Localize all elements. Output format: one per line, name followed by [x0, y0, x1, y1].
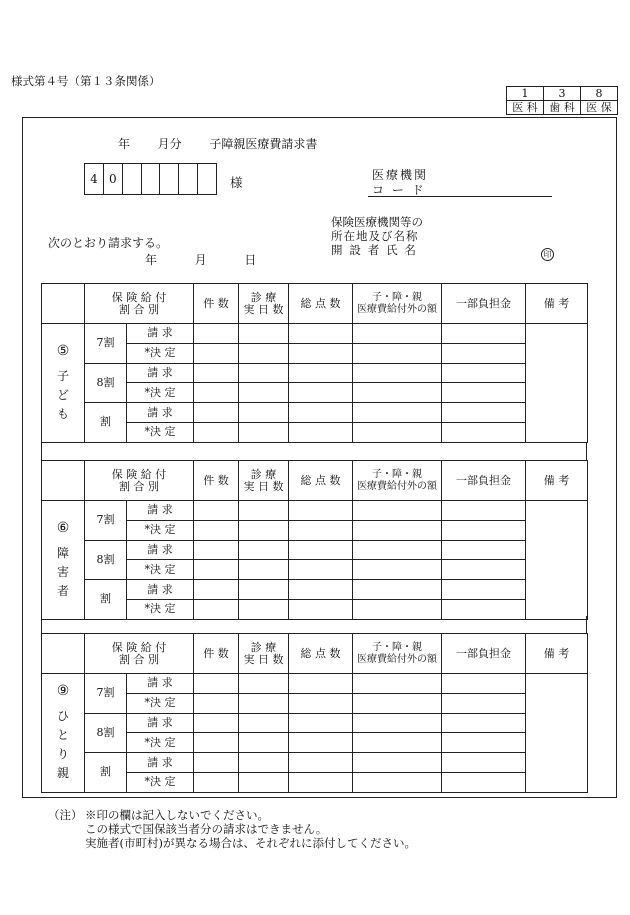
code-label-shika: 歯 科 — [544, 101, 581, 115]
date-day: 日 — [244, 253, 257, 267]
ichibu-cell[interactable] — [442, 501, 526, 521]
kosho-header — [353, 634, 442, 674]
kensu-cell[interactable] — [194, 520, 239, 540]
soten-cell[interactable] — [289, 501, 353, 521]
seikyu-label: 請 求 — [127, 324, 194, 344]
section-label — [42, 324, 85, 443]
kettei-label: *決 定 — [127, 422, 194, 442]
kensu-cell[interactable] — [194, 501, 239, 521]
shinryo-header — [239, 461, 289, 501]
shinryo-cell[interactable] — [239, 540, 289, 560]
soten-cell[interactable] — [289, 383, 353, 403]
soten-cell[interactable] — [289, 753, 353, 773]
soten-cell[interactable] — [289, 713, 353, 733]
section-number: ⑨ — [56, 683, 70, 700]
code-number-1: 1 — [507, 87, 544, 101]
ichibu-header: 一部負担金 — [442, 461, 526, 501]
seikyu-label: 請 求 — [127, 363, 194, 383]
notes-label: （注） — [48, 808, 83, 822]
shinryo-header — [239, 634, 289, 674]
rate-cell: 8割 — [85, 363, 127, 403]
soten-cell[interactable] — [289, 520, 353, 540]
kettei-label: *決 定 — [127, 520, 194, 540]
ichibu-cell[interactable] — [442, 324, 526, 344]
ichibu-cell[interactable] — [442, 383, 526, 403]
inst-digit-box[interactable] — [160, 164, 179, 195]
kensu-cell[interactable] — [194, 733, 239, 753]
soten-cell[interactable] — [289, 363, 353, 383]
ichibu-cell[interactable] — [442, 772, 526, 792]
kensu-cell[interactable] — [194, 383, 239, 403]
code-number-3: 8 — [581, 87, 618, 101]
ichibu-header: 一部負担金 — [442, 634, 526, 674]
ichibu-cell[interactable] — [442, 403, 526, 423]
section-corner-cell — [42, 634, 85, 674]
shinryo-cell[interactable] — [239, 674, 289, 694]
ichibu-cell[interactable] — [442, 520, 526, 540]
note-line: この様式で国保該当者分の請求はできません。 — [85, 822, 328, 836]
soten-header: 総 点 数 — [289, 461, 353, 501]
kosho-cell[interactable] — [353, 520, 442, 540]
section-corner-cell — [42, 284, 85, 324]
kyufu-header — [85, 461, 194, 501]
rate-cell: 7割 — [85, 324, 127, 364]
rate-cell: 7割 — [85, 501, 127, 541]
section-label-text: 子ども — [56, 368, 69, 421]
kensu-cell[interactable] — [194, 363, 239, 383]
shinryo-cell[interactable] — [239, 713, 289, 733]
kensu-cell[interactable] — [194, 560, 239, 580]
biko-header: 備 考 — [526, 461, 588, 501]
section-separator — [41, 443, 587, 460]
biko-cell[interactable] — [526, 501, 588, 620]
code-number-2: 3 — [544, 87, 581, 101]
inst-digit-box[interactable] — [198, 164, 217, 195]
section-label-text: ひとり親 — [56, 709, 69, 781]
soten-cell[interactable] — [289, 772, 353, 792]
shinryo-cell[interactable] — [239, 501, 289, 521]
kosho-cell[interactable] — [353, 383, 442, 403]
section-corner-cell — [42, 461, 85, 501]
shinryo-cell[interactable] — [239, 422, 289, 442]
biko-header: 備 考 — [526, 284, 588, 324]
kettei-label: *決 定 — [127, 560, 194, 580]
ichibu-cell[interactable] — [442, 560, 526, 580]
kyufu-header — [85, 634, 194, 674]
soten-header: 総 点 数 — [289, 284, 353, 324]
kosho-header-line1: 子・障・親 — [372, 291, 422, 303]
kosho-cell[interactable] — [353, 713, 442, 733]
ichibu-cell[interactable] — [442, 753, 526, 773]
inst-digit-box[interactable]: 0 — [103, 164, 122, 195]
kosho-cell[interactable] — [353, 363, 442, 383]
soten-cell[interactable] — [289, 403, 353, 423]
seikyu-label: 請 求 — [127, 580, 194, 600]
soten-cell[interactable] — [289, 693, 353, 713]
institution-info-line-2: 所在地及び名称 — [331, 229, 419, 243]
code-label-iho: 医 保 — [581, 101, 618, 115]
rate-cell: 7割 — [85, 674, 127, 714]
kensu-cell[interactable] — [194, 403, 239, 423]
seikyu-label: 請 求 — [127, 753, 194, 773]
kensu-header: 件 数 — [194, 634, 239, 674]
kettei-label: *決 定 — [127, 343, 194, 363]
soten-cell[interactable] — [289, 674, 353, 694]
shinryo-cell[interactable] — [239, 343, 289, 363]
kosho-cell[interactable] — [353, 580, 442, 600]
section-label — [42, 674, 85, 793]
kyufu-header-line1: 保 険 給 付 — [111, 467, 167, 481]
section-label — [42, 501, 85, 620]
ichibu-cell[interactable] — [442, 713, 526, 733]
soten-cell[interactable] — [289, 560, 353, 580]
kosho-header-line2: 医療費給付外の額 — [357, 653, 437, 665]
date-month: 月 — [194, 253, 207, 267]
form-number: 様式第４号（第１３条関係） — [11, 74, 161, 88]
kosho-header-line1: 子・障・親 — [372, 641, 422, 653]
biko-cell[interactable] — [526, 324, 588, 443]
ichibu-cell[interactable] — [442, 693, 526, 713]
rate-cell: 割 — [85, 753, 127, 793]
seikyu-label: 請 求 — [127, 540, 194, 560]
kosho-header-line2: 医療費給付外の額 — [357, 303, 437, 315]
inst-digit-box[interactable] — [141, 164, 160, 195]
shinryo-header-line1: 診 療 — [250, 467, 277, 481]
soten-cell[interactable] — [289, 324, 353, 344]
rate-cell: 割 — [85, 403, 127, 443]
kensu-header: 件 数 — [194, 461, 239, 501]
shinryo-cell[interactable] — [239, 693, 289, 713]
shinryo-cell[interactable] — [239, 753, 289, 773]
note-line: ※印の欄は記入しないでください。 — [85, 808, 269, 822]
inst-digit-box[interactable] — [179, 164, 198, 195]
shinryo-header-line2: 実 日 数 — [243, 302, 284, 316]
kensu-cell[interactable] — [194, 772, 239, 792]
seikyu-label: 請 求 — [127, 501, 194, 521]
month-label: 月分 — [157, 137, 182, 151]
insurance-code-box — [506, 86, 618, 115]
code-label-ika: 医 科 — [507, 101, 544, 115]
institution-info-line-3: 開 設 者 氏 名 — [331, 243, 418, 257]
ichibu-cell[interactable] — [442, 540, 526, 560]
shinryo-cell[interactable] — [239, 733, 289, 753]
soten-cell[interactable] — [289, 733, 353, 753]
kosho-cell[interactable] — [353, 693, 442, 713]
sama-label: 様 — [230, 175, 243, 190]
ichibu-cell[interactable] — [442, 422, 526, 442]
title-text: 子障親医療費請求書 — [209, 137, 318, 151]
kosho-cell[interactable] — [353, 560, 442, 580]
medical-code-sublabel: コ ー ド — [372, 183, 426, 197]
shinryo-cell[interactable] — [239, 520, 289, 540]
kensu-header: 件 数 — [194, 284, 239, 324]
shinryo-header — [239, 284, 289, 324]
ichibu-cell[interactable] — [442, 363, 526, 383]
kyufu-header — [85, 284, 194, 324]
shinryo-cell[interactable] — [239, 772, 289, 792]
kyufu-header-line1: 保 険 給 付 — [111, 640, 167, 654]
shinryo-cell[interactable] — [239, 403, 289, 423]
section-number: ⑤ — [56, 342, 70, 359]
soten-cell[interactable] — [289, 580, 353, 600]
inst-digit-box[interactable] — [122, 164, 141, 195]
medical-code-field-line[interactable] — [368, 196, 552, 197]
kosho-cell[interactable] — [353, 753, 442, 773]
kosho-cell[interactable] — [353, 674, 442, 694]
seal-mark: 印 — [541, 248, 554, 261]
request-date — [145, 251, 256, 268]
biko-cell[interactable] — [526, 674, 588, 793]
request-text: 次のとおり請求する。 — [48, 236, 169, 250]
benefit-section-table — [41, 633, 588, 793]
benefit-section-table — [41, 283, 588, 443]
seikyu-label: 請 求 — [127, 713, 194, 733]
kyufu-header-line2: 割 合 別 — [119, 652, 159, 666]
shinryo-header-line1: 診 療 — [250, 290, 277, 304]
kosho-cell[interactable] — [353, 422, 442, 442]
soten-header: 総 点 数 — [289, 634, 353, 674]
shinryo-cell[interactable] — [239, 324, 289, 344]
kensu-cell[interactable] — [194, 422, 239, 442]
kosho-cell[interactable] — [353, 772, 442, 792]
biko-header: 備 考 — [526, 634, 588, 674]
kensu-cell[interactable] — [194, 713, 239, 733]
shinryo-cell[interactable] — [239, 363, 289, 383]
kosho-header-line1: 子・障・親 — [372, 468, 422, 480]
year-label: 年 — [118, 137, 131, 151]
kosho-cell[interactable] — [353, 324, 442, 344]
form-title — [118, 135, 317, 152]
shinryo-header-line1: 診 療 — [250, 640, 277, 654]
ichibu-cell[interactable] — [442, 343, 526, 363]
institution-number-boxes — [84, 163, 217, 195]
ichibu-cell[interactable] — [442, 733, 526, 753]
shinryo-cell[interactable] — [239, 383, 289, 403]
shinryo-header-line2: 実 日 数 — [243, 652, 284, 666]
kensu-cell[interactable] — [194, 343, 239, 363]
institution-info-line-1: 保険医療機関等の — [331, 215, 423, 229]
ichibu-header: 一部負担金 — [442, 284, 526, 324]
kensu-cell[interactable] — [194, 674, 239, 694]
kyufu-header-line2: 割 合 別 — [119, 479, 159, 493]
kosho-cell[interactable] — [353, 403, 442, 423]
kosho-header — [353, 284, 442, 324]
kosho-header — [353, 461, 442, 501]
seikyu-label: 請 求 — [127, 403, 194, 423]
kensu-cell[interactable] — [194, 324, 239, 344]
kensu-cell[interactable] — [194, 540, 239, 560]
rate-cell: 8割 — [85, 540, 127, 580]
inst-digit-box[interactable]: 4 — [85, 164, 104, 195]
section-separator — [41, 616, 587, 633]
seikyu-label: 請 求 — [127, 674, 194, 694]
rate-cell: 8割 — [85, 713, 127, 753]
kyufu-header-line1: 保 険 給 付 — [111, 290, 167, 304]
section-label-text: 障害者 — [56, 545, 69, 598]
kensu-cell[interactable] — [194, 580, 239, 600]
kosho-header-line2: 医療費給付外の額 — [357, 480, 437, 492]
kettei-label: *決 定 — [127, 772, 194, 792]
kettei-label: *決 定 — [127, 383, 194, 403]
note-line: 実施者(市町村)が異なる場合は、それぞれに添付してください。 — [85, 836, 416, 850]
kensu-cell[interactable] — [194, 693, 239, 713]
rate-cell: 割 — [85, 580, 127, 620]
section-number: ⑥ — [56, 519, 70, 536]
kosho-cell[interactable] — [353, 343, 442, 363]
ichibu-cell[interactable] — [442, 580, 526, 600]
benefit-section-table — [41, 460, 588, 620]
soten-cell[interactable] — [289, 540, 353, 560]
date-year: 年 — [145, 253, 158, 267]
shinryo-cell[interactable] — [239, 560, 289, 580]
kettei-label: *決 定 — [127, 693, 194, 713]
soten-cell[interactable] — [289, 343, 353, 363]
kosho-cell[interactable] — [353, 540, 442, 560]
kensu-cell[interactable] — [194, 753, 239, 773]
kettei-label: *決 定 — [127, 599, 194, 619]
kyufu-header-line2: 割 合 別 — [119, 302, 159, 316]
kettei-label: *決 定 — [127, 733, 194, 753]
kosho-cell[interactable] — [353, 733, 442, 753]
ichibu-cell[interactable] — [442, 674, 526, 694]
shinryo-header-line2: 実 日 数 — [243, 479, 284, 493]
shinryo-cell[interactable] — [239, 580, 289, 600]
soten-cell[interactable] — [289, 422, 353, 442]
kosho-cell[interactable] — [353, 501, 442, 521]
medical-code-label: 医療機関 — [372, 168, 429, 182]
